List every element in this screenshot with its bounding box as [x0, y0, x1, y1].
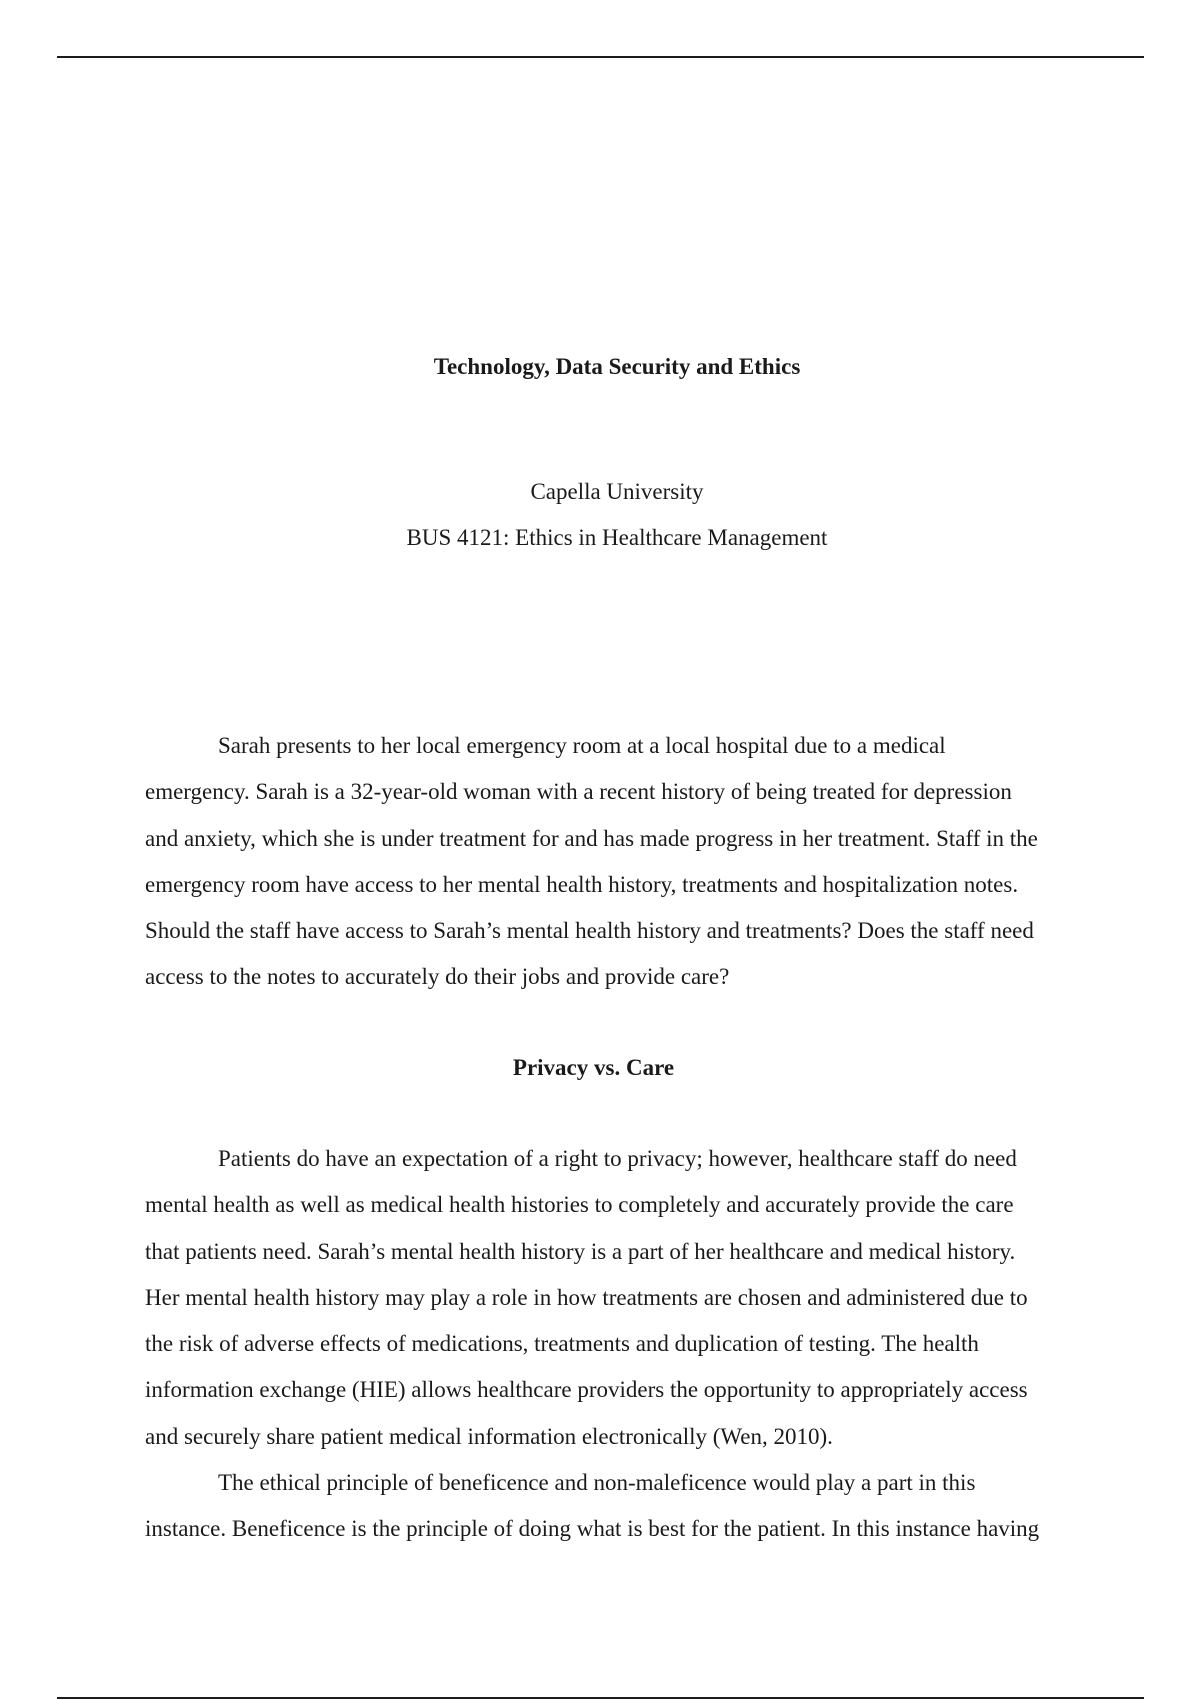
section-paragraph-beneficence: [145, 1468, 1095, 1561]
paragraph-line: and securely share patient medical information electronically (Wen, 2010).: [145, 1423, 833, 1449]
university-name: Capella University: [530, 479, 704, 504]
section-paragraph-privacy: [145, 1144, 1095, 1468]
paragraph-line: that patients need. Sarah’s mental health history is a part of her healthcare and medical history.: [145, 1238, 1016, 1264]
paragraph-line: instance. Beneficence is the principle of doing what is best for the patient. In this instance having: [145, 1516, 1040, 1542]
paragraph-line: Patients do have an expectation of a right to privacy; however, healthcare staff do need: [218, 1146, 1017, 1171]
intro-paragraph: [145, 731, 1095, 1009]
paragraph-line: Sarah presents to her local emergency room at a local hospital due to a medical: [218, 733, 946, 758]
paragraph-line: the risk of adverse effects of medications, treatments and duplication of testing. The health: [145, 1331, 979, 1357]
paragraph-line: access to the notes to accurately do their jobs and provide care?: [145, 964, 730, 990]
paragraph-line: information exchange (HIE) allows healthcare providers the opportunity to appropriately access: [145, 1377, 1028, 1403]
paragraph-line: emergency. Sarah is a 32-year-old woman with a recent history of being treated for depression: [145, 779, 1012, 805]
paragraph-line: mental health as well as medical health histories to completely and accurately provide the care: [145, 1192, 1014, 1218]
paragraph-line: Should the staff have access to Sarah’s mental health history and treatments? Does the staff need: [145, 918, 1034, 944]
paragraph-line: Her mental health history may play a role in how treatments are chosen and administered due to: [145, 1284, 1028, 1310]
paragraph-line: The ethical principle of beneficence and non-maleficence would play a part in this: [218, 1470, 976, 1495]
footer-rule: [57, 1697, 1144, 1699]
document-title: Technology, Data Security and Ethics: [433, 354, 801, 379]
paragraph-line: and anxiety, which she is under treatment for and has made progress in her treatment. Staff in the: [145, 825, 1038, 851]
course-name: BUS 4121: Ethics in Healthcare Management: [406, 525, 828, 550]
header-rule: [57, 56, 1144, 58]
section-heading: Privacy vs. Care: [512, 1055, 675, 1080]
paragraph-line: emergency room have access to her mental health history, treatments and hospitalization notes.: [145, 871, 1019, 897]
